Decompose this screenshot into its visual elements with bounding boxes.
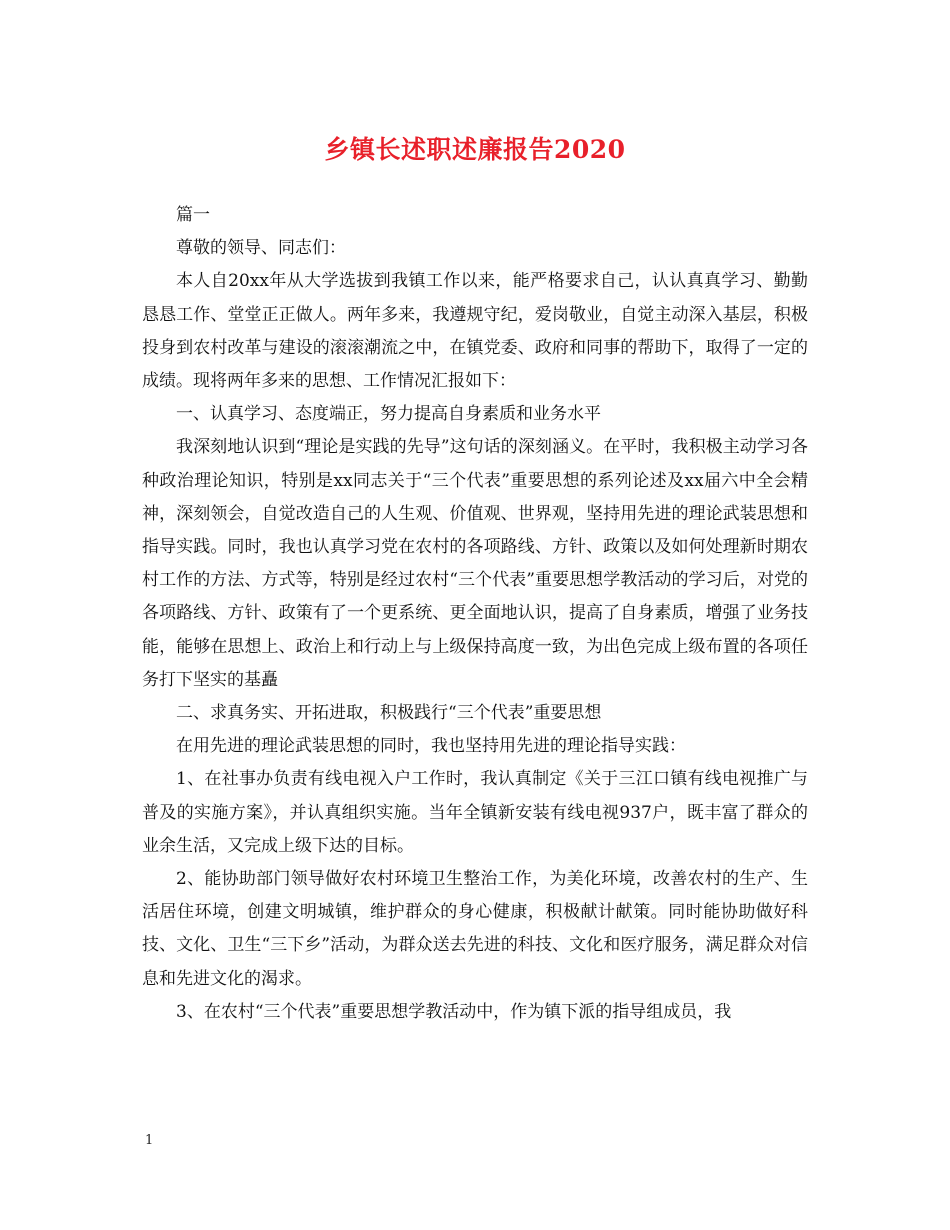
document-title: 乡镇长述职述廉报告2020 (324, 135, 626, 164)
body-paragraph: 本人自20xx年从大学选拔到我镇工作以来，能严格要求自己，认认真真学习、勤勤恳恳工作、堂堂正正做人。两年多来，我遵规守纪，爱岗敬业，自觉主动深入基层，积极投身到农村改革与建设的滚滚潮流之中，在镇党委、政府和同事的帮助下，取得了一定的成绩。现将两年多来的思想、工作情况汇报如下： (142, 271, 808, 392)
list-item: 2、能协助部门领导做好农村环境卫生整治工作，为美化环境，改善农村的生产、生活居住环境，创建文明城镇，维护群众的身心健康，积极献计献策。同时能协助做好科技、文化、卫生“三下乡”活动，为群众送去先进的科技、文化和医疗服务，满足群众对信息和先进文化的渴求。 (142, 869, 808, 989)
subsection-heading: 二、求真务实、开拓进取，积极践行“三个代表”重要思想 (176, 703, 602, 724)
page-number: 1 (145, 1133, 154, 1148)
body-paragraph: 我深刻地认识到“理论是实践的先导”这句话的深刻涵义。在平时，我积极主动学习各种政治理论知识，特别是xx同志关于“三个代表”重要思想的系列论述及xx届六中全会精神，深刻领会，自觉改造自己的人生观、价值观、世界观，坚持用先进的理论武装思想和指导实践。同时，我也认真学习党在农村的各项路线、方针、政策以及如何处理新时期农村工作的方法、方式等，特别是经过农村“三个代表”重要思想学教活动的学习后，对党的各项路线、方针、政策有了一个更系统、更全面地认识，提高了自身素质，增强了业务技能，能够在思想上、政治上和行动上与上级保持高度一致，为出色完成上级布置的各项任务打下坚实的基矗 (142, 437, 808, 690)
subsection-heading: 一、认真学习、态度端正，努力提高自身素质和业务水平 (176, 404, 601, 425)
document-body (142, 199, 808, 1029)
salutation: 尊敬的领导、同志们： (176, 238, 346, 259)
body-paragraph: 在用先进的理论武装思想的同时，我也坚持用先进的理论指导实践： (176, 736, 686, 757)
list-item: 1、在社事办负责有线电视入户工作时，我认真制定《关于三江口镇有线电视推广与普及的实施方案》，并认真组织实施。当年全镇新安装有线电视937户，既丰富了群众的业余生活，又完成上级下达的目标。 (142, 769, 808, 856)
section-heading: 篇一 (176, 205, 210, 225)
list-item: 3、在农村“三个代表”重要思想学教活动中，作为镇下派的指导组成员，我 (176, 1001, 732, 1022)
